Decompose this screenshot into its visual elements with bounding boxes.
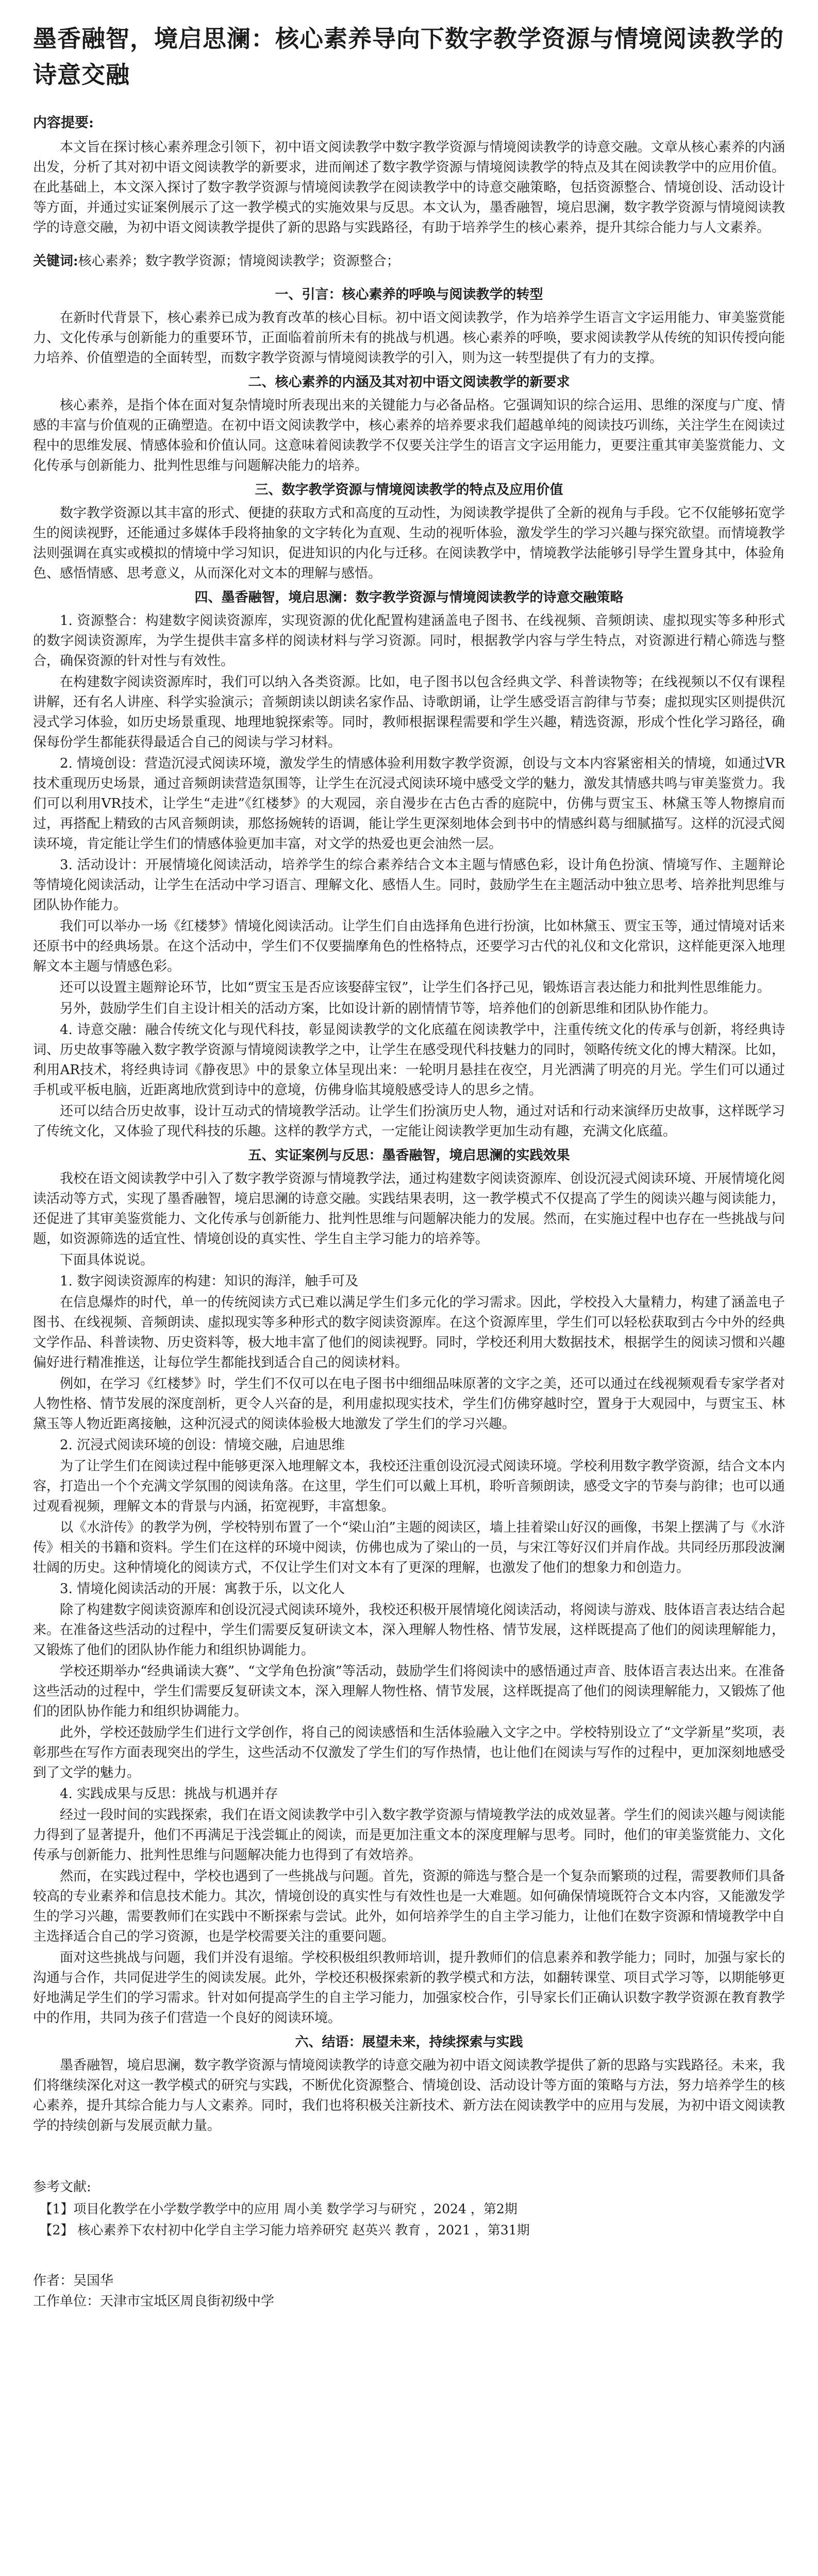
body-paragraph: 经过一段时间的实践探索，我们在语文阅读教学中引入数字教学资源与情境教学法的成效显著。学生们的阅读兴趣与阅读能力得到了显著提升，他们不再满足于浅尝辄止的阅读，而是更加注重文本的深度理解与思考。同时，他们的审美鉴赏能力、文化传承与创新能力、批判性思维与问题解决能力也得到了有效培养。 bbox=[33, 1807, 785, 1863]
references-section bbox=[33, 2177, 785, 2240]
body-paragraph: 面对这些挑战与问题，我们并没有退缩。学校积极组织教师培训，提升教师们的信息素养和教学能力；同时，加强与家长的沟通与合作，共同促进学生的阅读发展。此外，学校还积极探索新的教学模式和方法，如翻转课堂、项目式学习等，以期能够更好地满足学生们的学习需求。针对如何提高学生的自主学习能力，加强家校合作，引导家长们正确认识数字教学资源在教育教学中的作用，共同为孩子们营造一个良好的阅读环境。 bbox=[33, 1950, 785, 2026]
body-paragraph: 学校还期举办“经典诵读大赛”、“文学角色扮演”等活动，鼓励学生们将阅读中的感悟通过声音、肢体语言表达出来。在准备这些活动的过程中，学生们需要反复研读文本，深入理解人物性格、情节发展，这样既提高了他们的阅读理解能力，又锻炼了他们的团队协作能力和组织协调能力。 bbox=[33, 1664, 785, 1719]
author-unit: 工作单位：天津市宝坻区周良街初级中学 bbox=[33, 2294, 275, 2309]
author-name: 作者：吴国华 bbox=[33, 2273, 114, 2289]
body-paragraph: 数字教学资源以其丰富的形式、便捷的获取方式和高度的互动性，为阅读教学提供了全新的视角与手段。它不仅能够拓宽学生的阅读视野，还能通过多媒体手段将抽象的文字转化为直观、生动的视听体验，激发学生的学习兴趣与探究欲望。而情境教学法则强调在真实或模拟的情境中学习知识，促进知识的内化与迁移。在阅读教学中，情境教学法能够引导学生置身其中，体验角色、感悟情感、思考意义，从而深化对文本的理解与感悟。 bbox=[33, 505, 785, 581]
body-paragraph: 核心素养，是指个体在面对复杂情境时所表现出来的关键能力与必备品格。它强调知识的综合运用、思维的深度与广度、情感的丰富与价值观的正确塑造。在初中语文阅读教学中，核心素养的培养要求我们超越单纯的阅读技巧训练，关注学生在阅读过程中的思维发展、情感体验和价值认同。这意味着阅读教学不仅要关注学生的语言文字运用能力，更要注重其审美鉴赏能力、文化传承与创新能力、批判性思维与问题解决能力的培养。 bbox=[33, 398, 785, 473]
references-label: 参考文献: bbox=[33, 2179, 91, 2195]
body-paragraph: 例如，在学习《红楼梦》时，学生们不仅可以在电子图书中细细品味原著的文字之美，还可以通过在线视频观看专家学者对人物性格、情节发展的深度剖析，更令人兴奋的是，利用虚拟现实技术，学生们仿佛穿越时空，置身于大观园中，与贾宝玉、林黛玉等人物近距离接触，这种沉浸式的阅读体验极大地激发了学生们的学习兴趣。 bbox=[33, 1376, 785, 1432]
body-paragraph: 在构建数字阅读资源库时，我们可以纳入各类资源。比如，电子图书以包含经典文学、科普读物等；在线视频以不仅有课程讲解，还有名人讲座、科学实验演示；音频朗读以朗读名家作品、诗歌朗诵，让学生感受语言韵律与节奏；虚拟现实区则提供沉浸式学习体验，如历史场景重现、地理地貌探索等。同时，教师根据课程需要和学生兴趣，精选资源，形成个性化学习路径，确保每份学生都能获得最适合自己的阅读与学习材料。 bbox=[33, 674, 785, 750]
section-heading: 一、引言：核心素养的呼唤与阅读教学的转型 bbox=[275, 287, 543, 302]
section-heading: 六、结语：展望未来，持续探索与实践 bbox=[295, 2035, 523, 2050]
body-paragraph: 4. 诗意交融：融合传统文化与现代科技，彰显阅读教学的文化底蕴在阅读教学中，注重传统文化的传承与创新，将经典诗词、历史故事等融入数字教学资源与情境阅读教学之中，让学生在感受现代科技魅力的同时，领略传统文化的博大精深。比如，利用AR技术，将经典诗词《静夜思》中的景象立体呈现出来：一轮明月悬挂在夜空，月光洒满了明亮的月光。学生们可以通过手机或平板电脑，近距离地欣赏到诗中的意境，仿佛身临其境般感受诗人的思乡之情。 bbox=[33, 1022, 785, 1098]
body-paragraph: 在新时代背景下，核心素养已成为教育改革的核心目标。初中语文阅读教学，作为培养学生语言文字运用能力、审美鉴赏能力、文化传承与创新能力的重要环节，正面临着前所未有的挑战与机遇。核心素养的呼唤，要求阅读教学从传统的知识传授向能力培养、价值塑造的全面转型，而数字教学资源与情境阅读教学的引入，则为这一转型提供了有力的支撑。 bbox=[33, 310, 785, 366]
author-section bbox=[33, 2270, 785, 2312]
body-paragraph: 另外，鼓励学生们自主设计相关的活动方案，比如设计新的剧情情节等，培养他们的创新思维和团队协作能力。 bbox=[60, 1001, 717, 1016]
body-paragraph: 我校在语文阅读教学中引入了数字教学资源与情境教学法，通过构建数字阅读资源库、创设沉浸式阅读环境、开展情境化阅读活动等方式，实现了墨香融智，境启思澜的诗意交融。实践结果表明，这一教学模式不仅提高了学生的阅读兴趣与阅读能力，还促进了其审美鉴赏能力、文化传承与创新能力、批判性思维与问题解决能力的发展。然而，在实施过程中也存在一些挑战与问题，如资源筛选的适宜性、情境创设的真实性、学生自主学习能力的培养等。 bbox=[33, 1171, 785, 1247]
section-heading: 五、实证案例与反思：墨香融智，境启思澜的实践效果 bbox=[248, 1148, 570, 1163]
body-paragraph: 2. 沉浸式阅读环境的创设：情境交融，启迪思维 bbox=[60, 1437, 345, 1453]
keywords-text: 核心素养；数字教学资源；情境阅读教学；资源整合； bbox=[78, 253, 400, 269]
body-paragraph: 我们可以举办一场《红楼梦》情境化阅读活动。让学生们自由选择角色进行扮演，比如林黛玉、贾宝玉等，通过情境对话来还原书中的经典场景。在这个活动中，学生们不仅要揣摩角色的性格特点，还要学习古代的礼仪和文化常识，这样能更深入地理解文本主题与情感色彩。 bbox=[33, 919, 785, 974]
keywords-label: 关键词: bbox=[33, 253, 78, 269]
section-heading: 三、数字教学资源与情境阅读教学的特点及应用价值 bbox=[255, 482, 563, 498]
body-paragraph: 1. 数字阅读资源库的构建：知识的海洋，触手可及 bbox=[60, 1274, 359, 1289]
abstract-text: 本文旨在探讨核心素养理念引领下，初中语文阅读教学中数字教学资源与情境阅读教学的诗意交融。文章从核心素养的内涵出发，分析了其对初中语文阅读教学的新要求，进而阐述了数字教学资源与情境阅读教学的特点及其在阅读教学中的应用价值。在此基础上，本文深入探讨了数字教学资源与情境阅读教学在阅读教学中的诗意交融策略，包括资源整合、情境创设、活动设计等方面，并通过实证案例展示了这一教学模式的实施效果与反思。本文认为，墨香融智，境启思澜，数字教学资源与情境阅读教学的诗意交融，为初中语文阅读教学提供了新的思路与实践路径，有助于培养学生的核心素养，提升其综合能力与人文素养。 bbox=[33, 140, 785, 235]
body-paragraph: 3. 活动设计：开展情境化阅读活动，培养学生的综合素养结合文本主题与情感色彩，设计角色扮演、情境写作、主题辩论等情境化阅读活动，让学生在活动中学习语言、理解文化、感悟人生。同时，鼓励学生在主题活动中独立思考、培养批判思维与团队协作能力。 bbox=[33, 857, 785, 913]
body-paragraph: 除了构建数字阅读资源库和创设沉浸式阅读环境外，我校还积极开展情境化阅读活动，将阅读与游戏、肢体语言表达结合起来。在准备这些活动的过程中，学生们需要反复研读文本，深入理解人物性格、情节发展，这样既提高了他们的阅读理解能力，又锻炼了他们的团队协作能力和组织协调能力。 bbox=[33, 1602, 785, 1658]
keywords-line bbox=[33, 251, 785, 272]
article-title: 墨香融智，境启思澜：核心素养导向下数字教学资源与情境阅读教学的诗意交融 bbox=[33, 25, 784, 89]
body-paragraph: 4. 实践成果与反思：挑战与机遇并存 bbox=[60, 1786, 278, 1802]
body-paragraph: 还可以设置主题辩论环节，比如“贾宝玉是否应该娶薛宝钗”，让学生们各抒己见，锻炼语言表达能力和批判性思维能力。 bbox=[60, 980, 771, 995]
body-paragraph: 此外，学校还鼓励学生们进行文学创作，将自己的阅读感悟和生活体验融入文字之中。学校特别设立了“文学新星”奖项，表彰那些在写作方面表现突出的学生，这些活动不仅激发了学生们的写作热情，也让他们在阅读与写作的过程中，更加深刻地感受到了文学的魅力。 bbox=[33, 1725, 785, 1781]
body-paragraph: 以《水浒传》的教学为例，学校特别布置了一个“梁山泊”主题的阅读区，墙上挂着梁山好汉的画像，书架上摆满了与《水浒传》相关的书籍和资料。学生们在这样的环境中阅读，仿佛也成为了梁山的一员，与宋江等好汉们并肩作战。共同经历那段波澜壮阔的历史。这种情境化的阅读方式，不仅让学生们对文本有了更深的理解，也激发了他们的想象力和创造力。 bbox=[33, 1520, 785, 1575]
section-heading: 二、核心素养的内涵及其对初中语文阅读教学的新要求 bbox=[248, 375, 570, 390]
body-paragraph: 2. 情境创设：营造沉浸式阅读环境，激发学生的情感体验利用数字教学资源，创设与文本内容紧密相关的情境，如通过VR技术重现历史场景，通过音频朗读营造氛围等，让学生在沉浸式阅读环境中感受文学的魅力，激发其情感共鸣与审美鉴赏力。我们可以利用VR技术，让学生“走进”《红楼梦》的大观园，亲自漫步在古色古香的庭院中，仿佛与贾宝玉、林黛玉等人物擦肩而过，再搭配上精致的古风音频朗读，那悠扬婉转的语调，能让学生更深刻地体会到书中的情感纠葛与细腻描写。这样的沉浸式阅读环境，肯定能让学生们的情感体验更加丰富，对文学的热爱也更会油然一层。 bbox=[33, 756, 785, 852]
body-paragraph: 3. 情境化阅读活动的开展：寓教于乐，以文化人 bbox=[60, 1581, 345, 1597]
body-paragraph: 为了让学生们在阅读过程中能够更深入地理解文本，我校还注重创设沉浸式阅读环境。学校利用数字教学资源，结合文本内容，打造出一个个充满文学氛围的阅读角落。在这里，学生们可以戴上耳机，聆听音频朗读，感受文字的节奏与韵律；也可以通过观看视频，理解文本的背景与内涵，拓宽视野，丰富想象。 bbox=[33, 1459, 785, 1514]
reference-item: 【1】项目化教学在小学数学教学中的应用 周小美 数学学习与研究 ，2024 ，第2期 bbox=[39, 2201, 517, 2216]
body-paragraph: 1. 资源整合：构建数字阅读资源库，实现资源的优化配置构建涵盖电子图书、在线视频、音频朗读、虚拟现实等多种形式的数字阅读资源库，为学生提供丰富多样的阅读材料与学习资源。同时，根据教学内容与学生特点，对资源进行精心筛选与整合，确保资源的针对性与有效性。 bbox=[33, 613, 785, 669]
abstract-label: 内容提要: bbox=[33, 115, 94, 131]
article-body bbox=[33, 285, 785, 2136]
abstract-section bbox=[33, 111, 785, 238]
body-paragraph: 墨香融智，境启思澜，数字教学资源与情境阅读教学的诗意交融为初中语文阅读教学提供了新的思路与实践路径。未来，我们将继续深化对这一教学模式的研究与实践，不断优化资源整合、情境创设、活动设计等方面的策略与方法，努力培养学生的核心素养，提升其综合能力与人文素养。同时，我们也将积极关注新技术、新方法在阅读教学中的应用与发展，为初中语文阅读教学的持续创新与发展贡献力量。 bbox=[33, 2058, 785, 2133]
body-paragraph: 还可以结合历史故事，设计互动式的情境教学活动。让学生们扮演历史人物，通过对话和行动来演绎历史故事，这样既学习了传统文化，又体验了现代科技的乐趣。这样的教学方式，一定能让阅读教学更加生动有趣，充满文化底蕴。 bbox=[33, 1104, 785, 1139]
reference-item: 【2】 核心素养下农村初中化学自主学习能力培养研究 赵英兴 教育 ，2021 ，第31期 bbox=[39, 2223, 530, 2238]
body-paragraph: 下面具体说说。 bbox=[60, 1252, 154, 1268]
section-heading: 四、墨香融智，境启思澜：数字教学资源与情境阅读教学的诗意交融策略 bbox=[194, 590, 624, 605]
body-paragraph: 在信息爆炸的时代，单一的传统阅读方式已难以满足学生们多元化的学习需求。因此，学校投入大量精力，构建了涵盖电子图书、在线视频、音频朗读、虚拟现实等多种形式的数字阅读资源库。在这个资源库里，学生们可以轻松获取到古今中外的经典文学作品、科普读物、历史资料等，极大地丰富了他们的阅读视野。同时，学校还利用大数据技术，根据学生的阅读习惯和兴趣偏好进行精准推送，让每位学生都能找到适合自己的阅读材料。 bbox=[33, 1295, 785, 1370]
body-paragraph: 然而，在实践过程中，学校也遇到了一些挑战与问题。首先，资源的筛选与整合是一个复杂而繁琐的过程，需要教师们具备较高的专业素养和信息技术能力。其次，情境创设的真实性与有效性也是一大难题。如何确保情境既符合文本内容，又能激发学生的学习兴趣，需要教师们在实践中不断探索与尝试。此外，如何培养学生的自主学习能力，让他们在数字资源和情境教学中自主选择适合自己的学习资源，也是学校需要关注的重要问题。 bbox=[33, 1869, 785, 1944]
